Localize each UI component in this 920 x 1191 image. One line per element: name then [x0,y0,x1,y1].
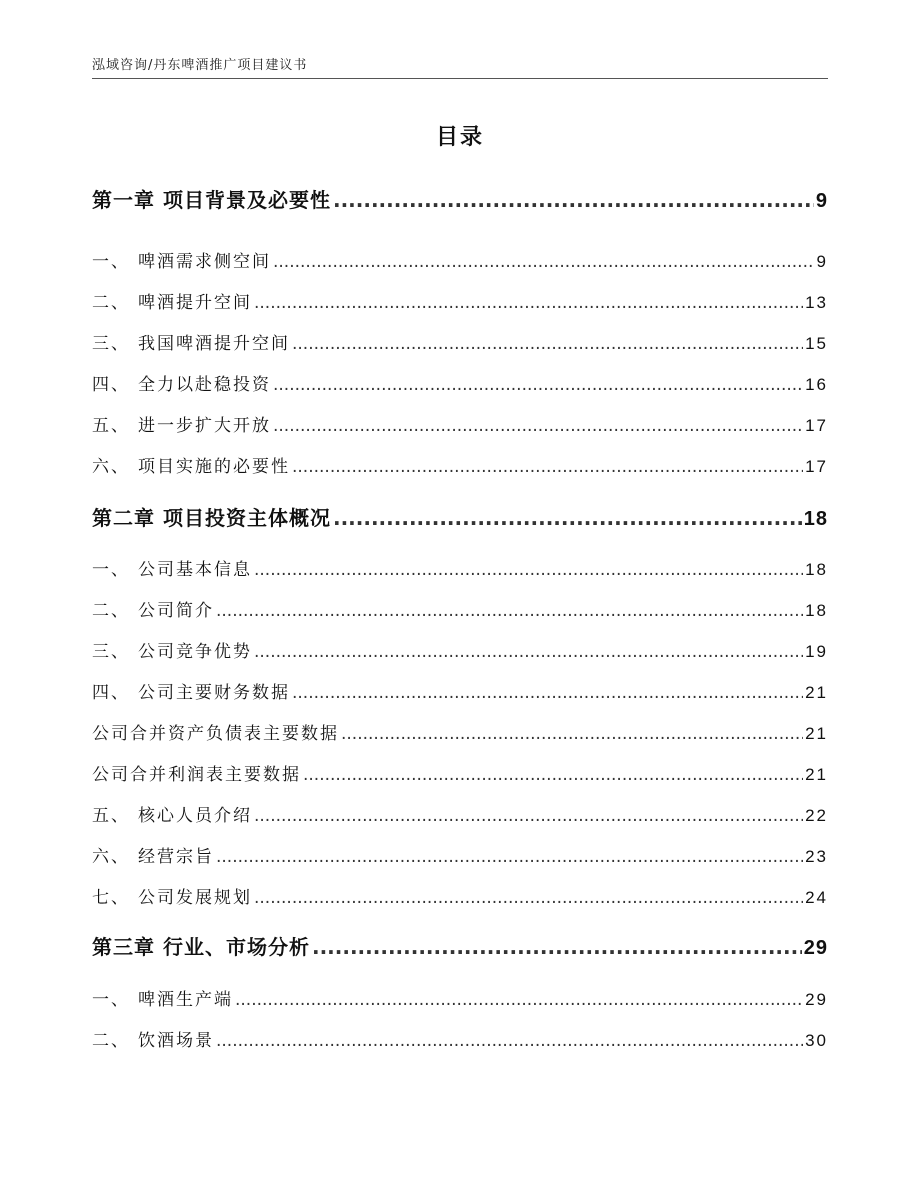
toc-entry-page: 17 [805,416,828,435]
dot-leader [235,992,803,1009]
dot-leader [333,508,802,528]
toc-section-2-7[interactable] [92,883,828,908]
toc-entry-label [92,247,271,272]
toc-entry-title: 全力以赴稳投资 [138,375,271,395]
toc-entry-number: 第一章 [92,188,155,212]
toc-entry-label [92,760,301,785]
toc-chapter-3[interactable] [92,931,828,960]
toc-subsection-income-statement[interactable] [92,760,828,785]
toc-entry-title: 啤酒提升空间 [138,293,252,313]
toc-entry-page: 13 [805,293,828,312]
toc-entry-label [92,678,290,703]
dot-leader [341,726,803,743]
toc-entry-page: 29 [805,990,828,1009]
dot-leader [333,190,814,210]
toc-entry-number: 一、 [92,560,130,580]
toc-entry-label [92,555,252,580]
toc-section-2-4[interactable] [92,678,828,703]
toc-entry-page: 24 [805,888,828,907]
toc-entry-page: 23 [805,847,828,866]
toc-entry-label [92,719,339,744]
toc-entry-page: 16 [805,375,828,394]
toc-entry-page: 18 [805,560,828,579]
toc-section-1-1[interactable] [92,247,828,272]
dot-leader [254,808,803,825]
toc-entry-number: 一、 [92,990,130,1010]
dot-leader [216,1033,803,1050]
toc-entry-number: 二、 [92,601,130,621]
toc-title: 目录 [435,125,484,150]
dot-leader [254,644,803,661]
toc-entry-title: 行业、市场分析 [162,935,310,959]
toc-entry-title: 项目实施的必要性 [138,457,290,477]
toc-entry-title: 公司竞争优势 [138,642,252,662]
dot-leader [292,336,803,353]
dot-leader [292,685,803,702]
toc-entry-number: 五、 [92,806,130,826]
toc-chapter-1[interactable] [92,184,828,213]
toc-entry-label [92,502,331,531]
toc-entry-title: 公司简介 [138,601,214,621]
toc-entry-title: 公司合并资产负债表主要数据 [92,724,339,744]
toc-entry-number: 七、 [92,888,130,908]
dot-leader [273,254,815,271]
dot-leader [254,890,803,907]
toc-entry-number: 六、 [92,847,130,867]
toc-entry-label [92,931,310,960]
toc-entry-number: 三、 [92,642,130,662]
toc-entry-label [92,452,290,477]
dot-leader [303,767,803,784]
toc-entry-label [92,801,252,826]
toc-entry-number: 四、 [92,683,130,703]
toc-entry-label [92,883,252,908]
toc-section-1-3[interactable] [92,329,828,354]
toc-entry-page: 18 [803,508,828,530]
toc-entry-title: 项目投资主体概况 [162,506,331,530]
dot-leader [312,937,802,957]
toc-section-3-1[interactable] [92,985,828,1010]
toc-entry-page: 15 [805,334,828,353]
toc-entry-number: 二、 [92,293,130,313]
toc-section-2-6[interactable] [92,842,828,867]
toc-subsection-balance-sheet[interactable] [92,719,828,744]
toc-section-1-2[interactable] [92,288,828,313]
toc-entry-title: 经营宗旨 [138,847,214,867]
dot-leader [254,562,803,579]
toc-entry-number: 二、 [92,1031,130,1051]
toc-entry-page: 19 [805,642,828,661]
toc-entry-label [92,370,271,395]
toc-entry-label [92,1026,214,1051]
toc-entry-title: 公司合并利润表主要数据 [92,765,301,785]
header-divider [92,78,828,79]
toc-section-1-6[interactable] [92,452,828,477]
toc-entry-page: 17 [805,457,828,476]
toc-entry-number: 六、 [92,457,130,477]
toc-section-1-5[interactable] [92,411,828,436]
toc-entry-label [92,842,214,867]
dot-leader [254,295,803,312]
toc-entry-title: 公司发展规划 [138,888,252,908]
toc-entry-title: 进一步扩大开放 [138,416,271,436]
toc-chapter-2[interactable] [92,502,828,531]
toc-entry-number: 第三章 [92,935,155,959]
dot-leader [273,418,803,435]
toc-entry-label [92,985,233,1010]
toc-section-2-5[interactable] [92,801,828,826]
toc-section-2-1[interactable] [92,555,828,580]
toc-entry-title: 啤酒需求侧空间 [138,252,271,272]
toc-section-2-3[interactable] [92,637,828,662]
toc-entry-page: 30 [805,1031,828,1050]
toc-entry-title: 核心人员介绍 [138,806,252,826]
toc-section-2-2[interactable] [92,596,828,621]
toc-entry-label [92,288,252,313]
toc-entry-number: 一、 [92,252,130,272]
toc-section-1-4[interactable] [92,370,828,395]
toc-entry-number: 四、 [92,375,130,395]
toc-entry-page: 18 [805,601,828,620]
dot-leader [216,603,803,620]
dot-leader [273,377,803,394]
toc-entry-page: 29 [803,937,828,959]
toc-entry-title: 公司基本信息 [138,560,252,580]
toc-entry-label [92,596,214,621]
dot-leader [292,459,803,476]
toc-entry-page: 22 [805,806,828,825]
toc-entry-title: 公司主要财务数据 [138,683,290,703]
toc-entry-page: 21 [805,724,828,743]
toc-entry-label [92,637,252,662]
toc-entry-label [92,411,271,436]
running-header: 泓域咨询/丹东啤酒推广项目建议书 [92,58,308,73]
toc-entry-title: 啤酒生产端 [138,990,233,1010]
dot-leader [216,849,803,866]
toc-entry-title: 饮酒场景 [138,1031,214,1051]
toc-entry-page: 21 [805,765,828,784]
toc-entry-page: 9 [816,252,828,271]
toc-entry-page: 21 [805,683,828,702]
toc-entry-number: 三、 [92,334,130,354]
toc-entry-label [92,329,290,354]
toc-entry-number: 五、 [92,416,130,436]
toc-entry-page: 9 [815,190,828,212]
toc-entry-title: 项目背景及必要性 [162,188,331,212]
toc-entry-label [92,184,331,213]
toc-entry-title: 我国啤酒提升空间 [138,334,290,354]
toc-entry-number: 第二章 [92,506,155,530]
toc-section-3-2[interactable] [92,1026,828,1051]
